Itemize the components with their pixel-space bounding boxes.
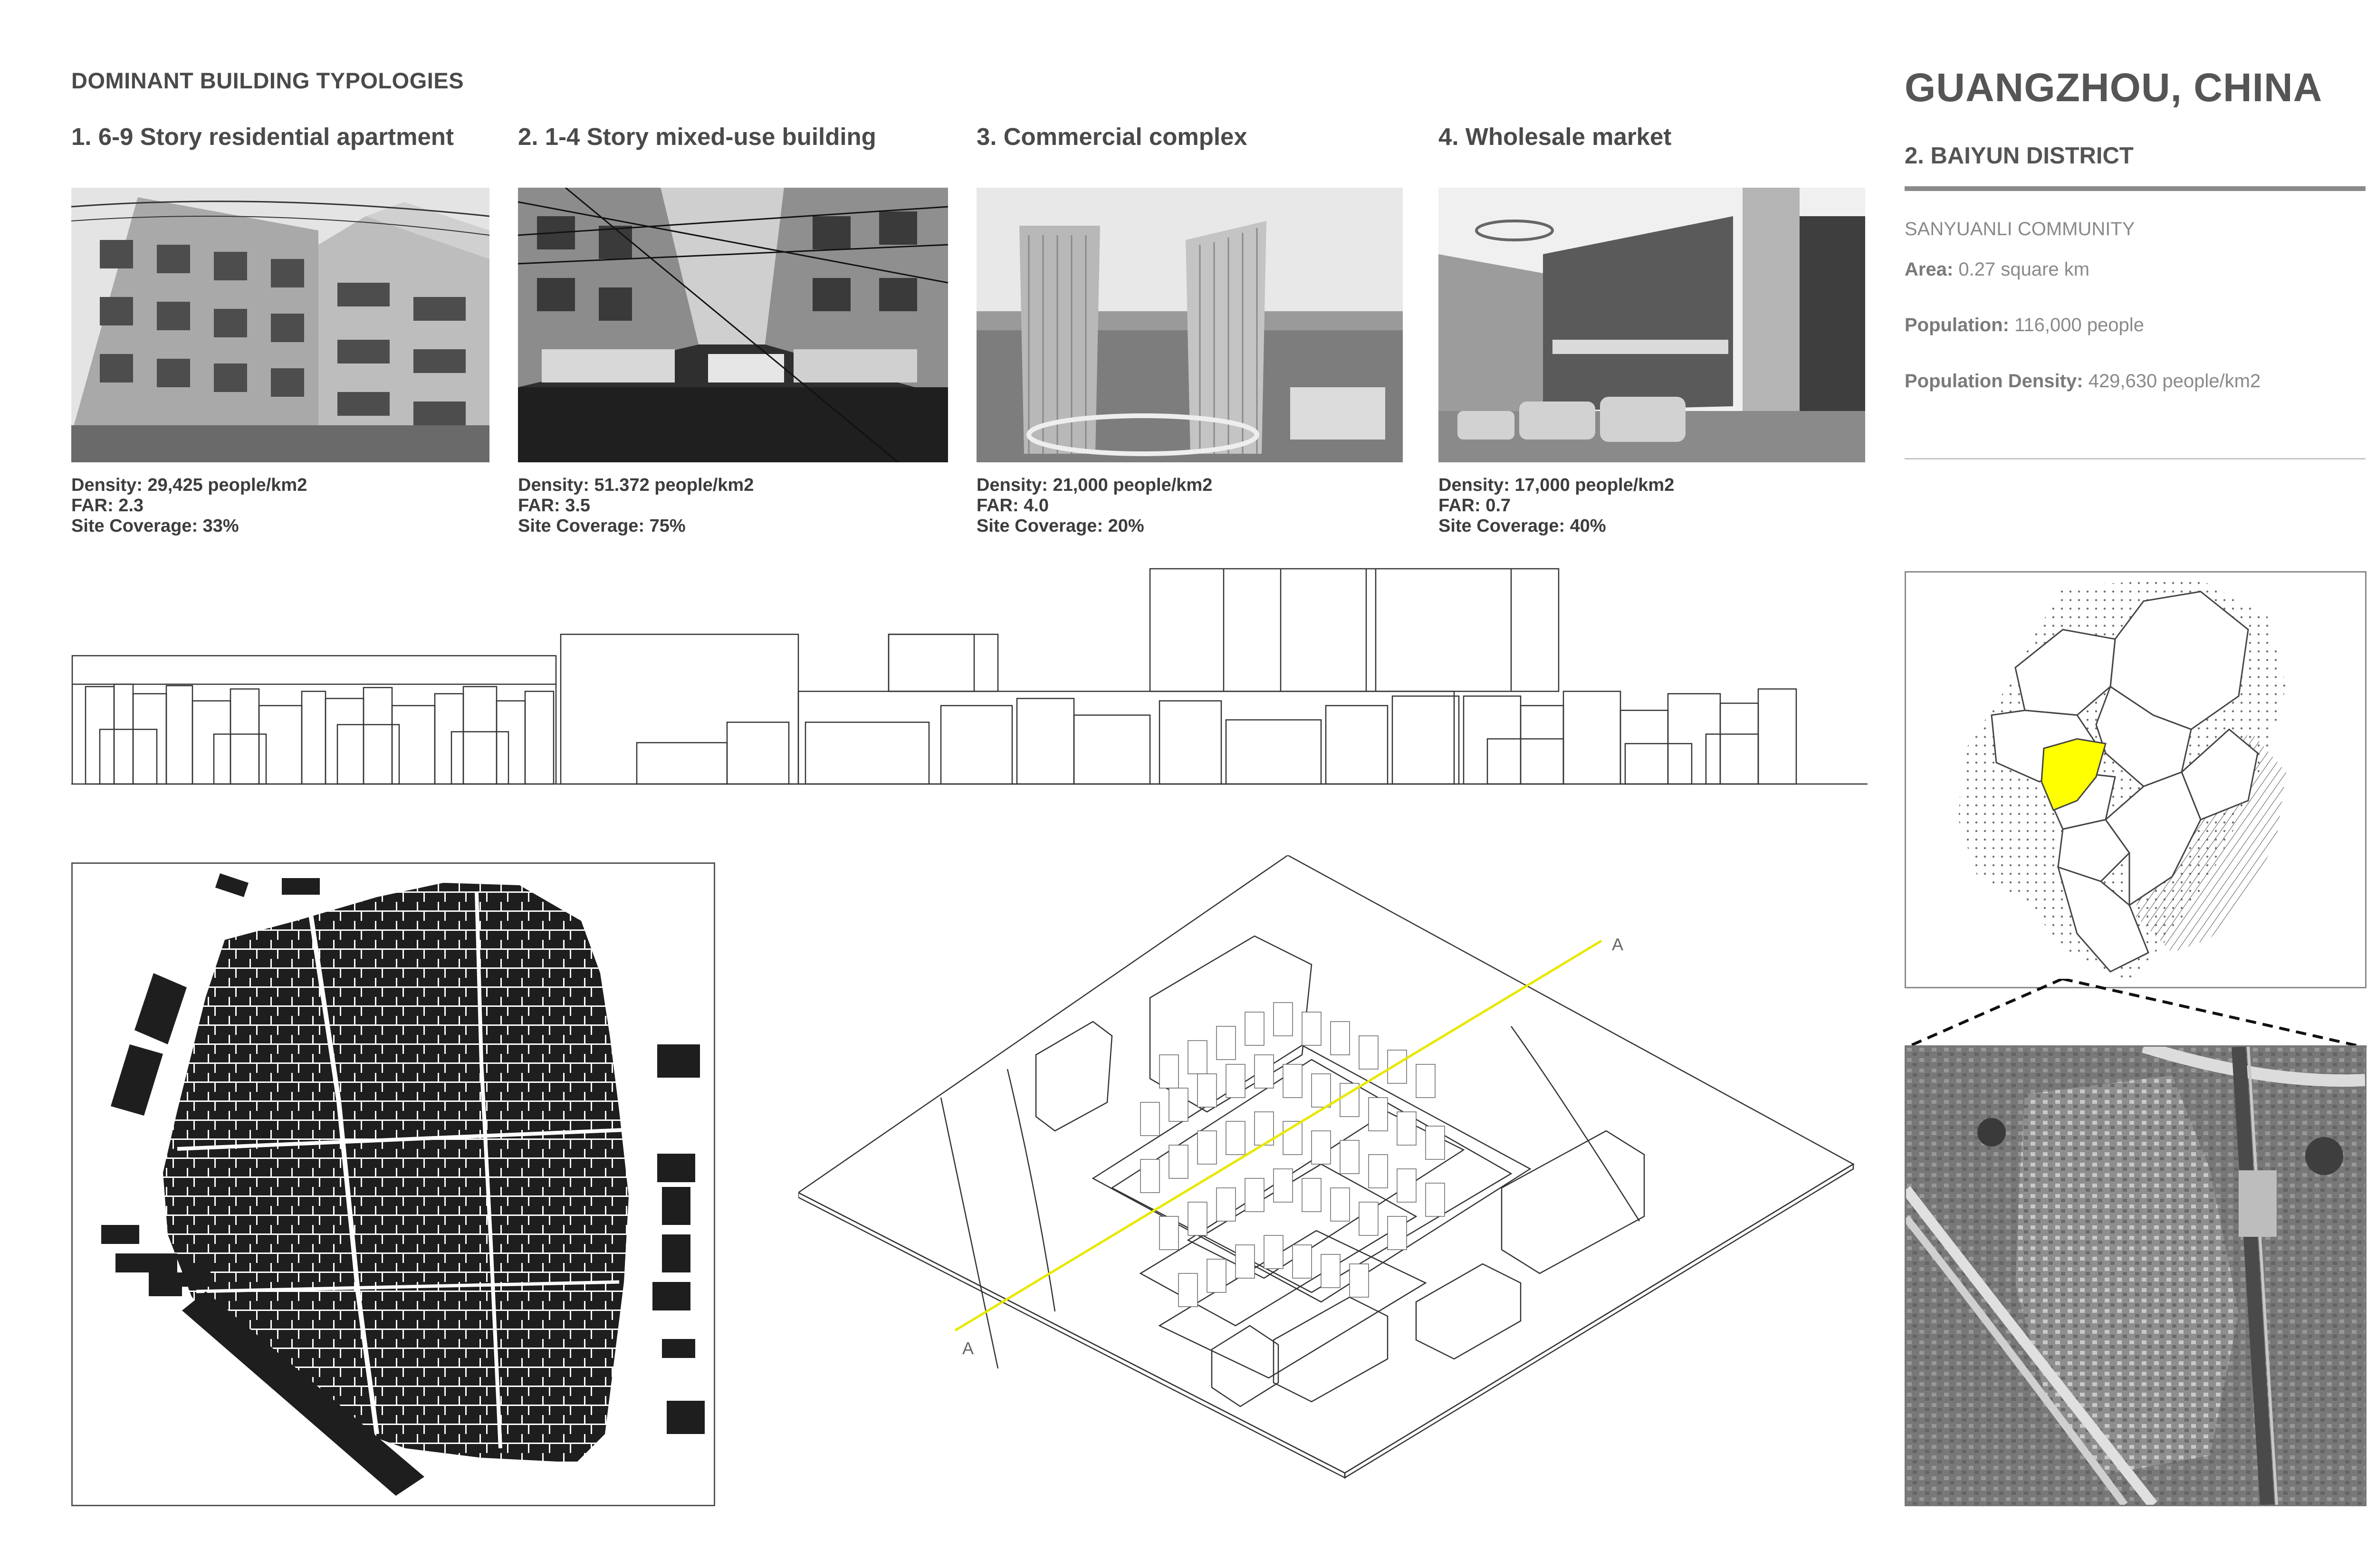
typology-3-stats [977, 475, 1212, 536]
typology-1-density: Density: 29,425 people/km2 [71, 475, 307, 495]
typology-2-title: 2. 1-4 Story mixed-use building [518, 123, 876, 150]
typology-1-title: 1. 6-9 Story residential apartment [71, 123, 454, 150]
density-label: Population Density: [1905, 371, 2083, 392]
section-title: DOMINANT BUILDING TYPOLOGIES [71, 68, 464, 93]
residential-apartment-photo [71, 188, 489, 462]
zoom-connector [1901, 979, 2371, 1050]
typology-1-coverage: Site Coverage: 33% [71, 516, 239, 536]
typology-2-density: Density: 51.372 people/km2 [518, 475, 754, 495]
city-title: GUANGZHOU, CHINA [1905, 65, 2323, 110]
typology-3-title: 3. Commercial complex [977, 123, 1247, 150]
typology-3-density: Density: 21,000 people/km2 [977, 475, 1213, 495]
typology-4-stats [1438, 475, 1674, 536]
typology-4-far: FAR: 0.7 [1438, 496, 1511, 516]
area-value: 0.27 square km [1953, 259, 2090, 280]
title-divider [1905, 186, 2366, 191]
district-locator-map [1905, 571, 2366, 988]
typology-1-stats [71, 475, 307, 536]
section-elevation-drawing [71, 563, 1868, 786]
typology-2-far: FAR: 3.5 [518, 496, 591, 516]
typology-3-far: FAR: 4.0 [977, 496, 1049, 516]
density-row [1905, 371, 2261, 392]
area-label: Area: [1905, 259, 1954, 280]
typology-3-coverage: Site Coverage: 20% [977, 516, 1144, 536]
population-row [1905, 315, 2144, 336]
typology-2-stats [518, 475, 754, 536]
info-divider [1905, 458, 2366, 459]
commercial-complex-photo [977, 188, 1403, 462]
section-mark-start: A [962, 1339, 974, 1358]
community-name: SANYUANLI COMMUNITY [1905, 219, 2135, 239]
mixed-use-building-photo [518, 188, 948, 462]
section-mark-end: A [1612, 935, 1624, 954]
aerial-satellite-image [1905, 1045, 2366, 1506]
typology-4-coverage: Site Coverage: 40% [1438, 516, 1606, 536]
figure-ground-plan [71, 862, 715, 1506]
typology-2-coverage: Site Coverage: 75% [518, 516, 686, 536]
section-cut-line [955, 941, 1601, 1330]
wholesale-market-photo [1438, 188, 1865, 462]
area-row [1905, 259, 2089, 280]
district-title: 2. BAIYUN DISTRICT [1905, 143, 2134, 169]
density-value: 429,630 people/km2 [2083, 371, 2261, 392]
population-label: Population: [1905, 315, 2009, 335]
typology-1-far: FAR: 2.3 [71, 496, 144, 516]
axonometric-drawing [798, 855, 1868, 1492]
population-value: 116,000 people [2009, 315, 2144, 335]
typology-4-title: 4. Wholesale market [1438, 123, 1672, 150]
typology-4-density: Density: 17,000 people/km2 [1438, 475, 1675, 495]
